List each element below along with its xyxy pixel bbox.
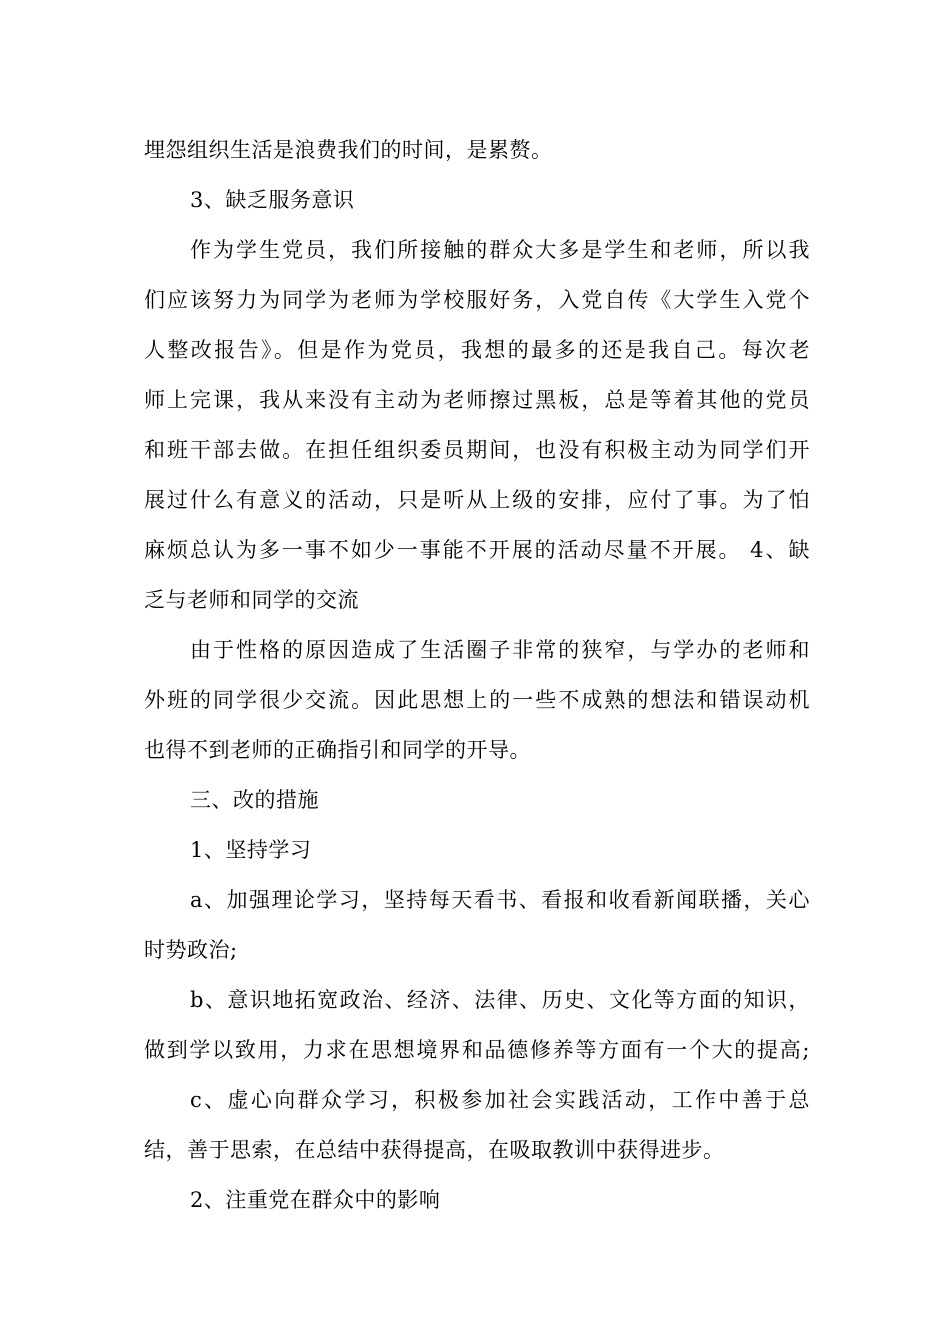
paragraph-line: 结，善于思索，在总结中获得提高，在吸取教训中获得进步。 — [144, 1138, 725, 1162]
section-heading: 3、缺乏服务意识 — [190, 188, 355, 212]
paragraph-line: 作为学生党员，我们所接触的群众大多是学生和老师，所以我 — [190, 238, 810, 262]
paragraph-line: 和班干部去做。在担任组织委员期间，也没有积极主动为同学们开 — [144, 438, 810, 462]
paragraph-line: 时势政治; — [144, 938, 238, 962]
paragraph-line: 埋怨组织生活是浪费我们的时间，是累赘。 — [144, 138, 553, 162]
section-heading: 1、坚持学习 — [190, 838, 312, 862]
paragraph-line: c、虚心向群众学习，积极参加社会实践活动，工作中善于总 — [190, 1088, 810, 1112]
paragraph-line: 们应该努力为同学为老师为学校服好务，入党自传《大学生入党个 — [144, 288, 810, 312]
paragraph-line: 外班的同学很少交流。因此思想上的一些不成熟的想法和错误动机 — [144, 688, 810, 712]
paragraph-line: 做到学以致用，力求在思想境界和品德修养等方面有一个大的提高; — [144, 1038, 810, 1062]
paragraph-line: 展过什么有意义的活动，只是听从上级的安排，应付了事。为了怕 — [144, 488, 810, 512]
paragraph-line: 乏与老师和同学的交流 — [144, 588, 359, 612]
paragraph-line: 师上完课，我从来没有主动为老师擦过黑板，总是等着其他的党员 — [144, 388, 810, 412]
paragraph-line: 由于性格的原因造成了生活圈子非常的狭窄，与学办的老师和 — [190, 638, 810, 662]
section-heading: 三、改的措施 — [190, 788, 319, 812]
paragraph-line: b、意识地拓宽政治、经济、法律、历史、文化等方面的知识， — [190, 988, 810, 1012]
paragraph-line: a、加强理论学习，坚持每天看书、看报和收看新闻联播，关心 — [190, 888, 810, 912]
paragraph-line: 麻烦总认为多一事不如少一事能不开展的活动尽量不开展。 4、缺 — [144, 538, 810, 562]
section-heading: 2、注重党在群众中的影响 — [190, 1188, 441, 1212]
paragraph-line: 人整改报告》。但是作为党员，我想的最多的还是我自己。每次老 — [144, 338, 810, 362]
paragraph-line: 也得不到老师的正确指引和同学的开导。 — [144, 738, 531, 762]
